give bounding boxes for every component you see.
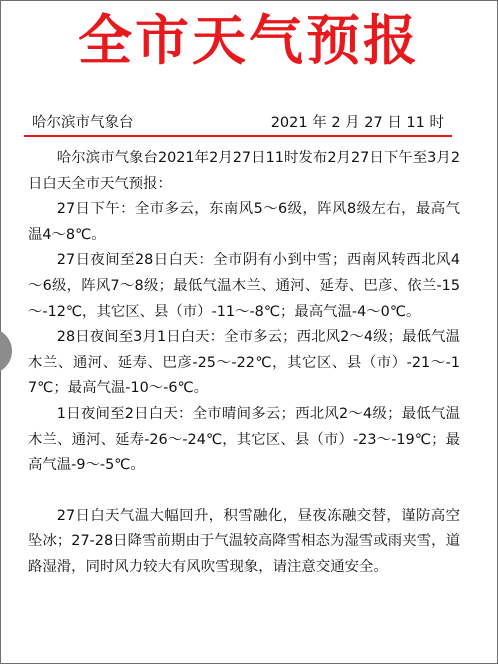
forecast-27-afternoon: 27日下午：全市多云，东南风5～6级，阵风8级左右，最高气温4～8℃。 <box>28 201 460 243</box>
intro-paragraph: 哈尔滨市气象台2021年2月27日11时发布2月27日下午至3月2日白天全市天气预报： <box>28 150 460 192</box>
issuer-name: 哈尔滨市气象台 <box>32 115 134 131</box>
issue-date: 2021 年 2 月 27 日 11 时 <box>270 115 444 131</box>
forecast-27-night-28-day: 27日夜间至28日白天：全市阴有小到中雪；西南风转西北风4～6级，阵风7～8级；最低气温木兰、通河、延寿、巴彦、依兰-15～-12℃，其它区、县（市）-11～-8℃；最高气温-4～0℃。 <box>28 252 460 320</box>
forecast-1-night-2-day: 1日夜间至2日白天：全市晴间多云；西北风2～4级；最低气温木兰、通河、延寿-26～-24℃，其它区、县（市）-23～-19℃；最高气温-9～-5℃。 <box>28 405 460 474</box>
header-divider <box>24 135 452 137</box>
forecast-body <box>28 146 460 581</box>
forecast-28-night-1-day: 28日夜间至3月1日白天：全市多云；西北风2～4级；最低气温木兰、通河、延寿、巴彦-25～-22℃，其它区、县（市）-21～-17℃；最高气温-10～-6℃。 <box>28 329 460 397</box>
page-title: 全市天气预报 <box>78 9 420 72</box>
issuer-row <box>32 110 450 136</box>
safety-notice: 27日白天气温大幅回升，积雪融化，昼夜冻融交替，谨防高空坠冰；27-28日降雪前期由于气温较高降雪相态为湿雪或雨夹雪，道路湿滑，同时风力较大有风吹雪现象，请注意交通安全。 <box>28 507 460 575</box>
